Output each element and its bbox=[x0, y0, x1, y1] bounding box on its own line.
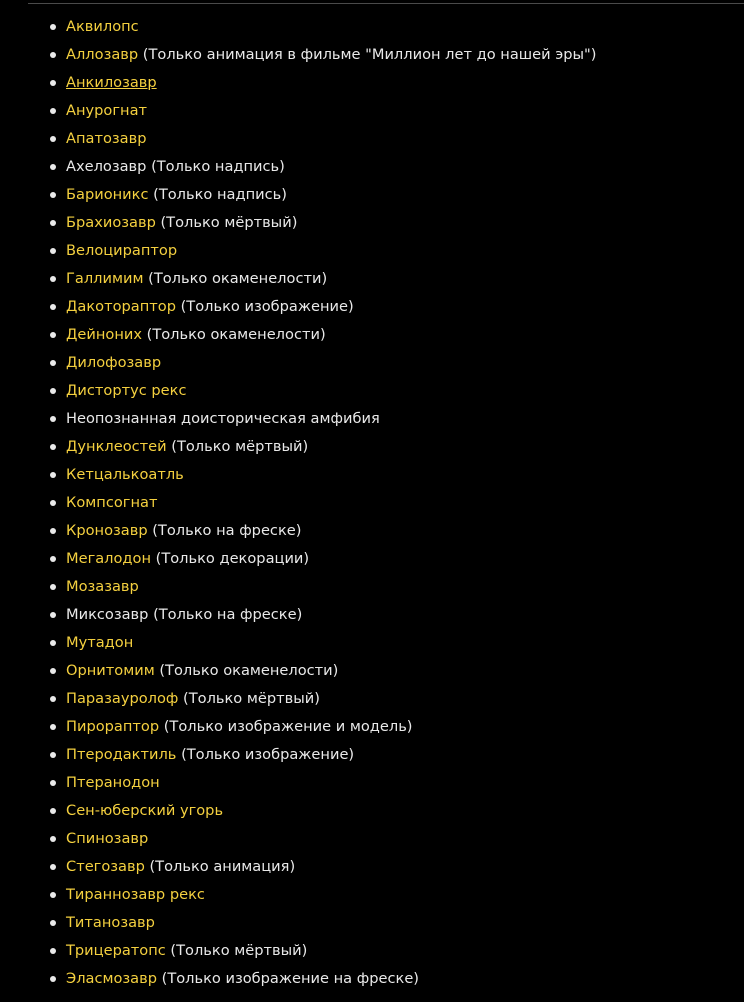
list-item bbox=[0, 573, 744, 601]
species-link[interactable]: Стегозавр bbox=[66, 858, 145, 875]
species-note: (Только мёртвый) bbox=[160, 214, 298, 231]
bullet-icon bbox=[50, 24, 56, 30]
list-item bbox=[0, 405, 744, 433]
species-link[interactable]: Брахиозавр bbox=[66, 214, 156, 231]
bullet-icon bbox=[50, 612, 56, 618]
species-note: (Только изображение) bbox=[180, 298, 354, 315]
list-item bbox=[0, 433, 744, 461]
species-link[interactable]: Паразауролоф bbox=[66, 690, 179, 707]
species-link[interactable]: Дейноних bbox=[66, 326, 142, 343]
bullet-icon bbox=[50, 500, 56, 506]
list-item bbox=[0, 13, 744, 41]
list-item bbox=[0, 489, 744, 517]
species-note: (Только анимация) bbox=[149, 858, 296, 875]
bullet-icon bbox=[50, 864, 56, 870]
species-link[interactable]: Анкилозавр bbox=[66, 74, 157, 91]
bullet-icon bbox=[50, 752, 56, 758]
list-item bbox=[0, 545, 744, 573]
species-list bbox=[0, 13, 744, 993]
species-note: (Только анимация в фильме "Миллион лет до нашей эры") bbox=[142, 46, 597, 63]
list-item bbox=[0, 769, 744, 797]
species-note: (Только мёртвый) bbox=[183, 690, 320, 707]
species-name: Миксозавр bbox=[66, 606, 149, 623]
list-item bbox=[0, 601, 744, 629]
species-link[interactable]: Птеродактиль bbox=[66, 746, 177, 763]
bullet-icon bbox=[50, 780, 56, 786]
species-link[interactable]: Кронозавр bbox=[66, 522, 148, 539]
species-link[interactable]: Велоцираптор bbox=[66, 242, 178, 259]
list-item bbox=[0, 517, 744, 545]
species-link[interactable]: Кетцалькоатль bbox=[66, 466, 184, 483]
bullet-icon bbox=[50, 640, 56, 646]
species-note: (Только окаменелости) bbox=[148, 270, 328, 287]
species-note: (Только надпись) bbox=[153, 186, 287, 203]
species-note: (Только на фреске) bbox=[152, 522, 302, 539]
list-item bbox=[0, 461, 744, 489]
list-item bbox=[0, 797, 744, 825]
species-link[interactable]: Мегалодон bbox=[66, 550, 151, 567]
list-item bbox=[0, 153, 744, 181]
bullet-icon bbox=[50, 892, 56, 898]
species-link[interactable]: Спинозавр bbox=[66, 830, 149, 847]
species-link[interactable]: Дилофозавр bbox=[66, 354, 162, 371]
list-item bbox=[0, 825, 744, 853]
species-note: (Только мёртвый) bbox=[170, 942, 308, 959]
bullet-icon bbox=[50, 696, 56, 702]
species-note: (Только декорации) bbox=[155, 550, 310, 567]
bullet-icon bbox=[50, 920, 56, 926]
list-item bbox=[0, 237, 744, 265]
species-note: (Только изображение) bbox=[181, 746, 355, 763]
list-item bbox=[0, 629, 744, 657]
species-link[interactable]: Апатозавр bbox=[66, 130, 147, 147]
species-link[interactable]: Галлимим bbox=[66, 270, 144, 287]
bullet-icon bbox=[50, 360, 56, 366]
species-link[interactable]: Барионикс bbox=[66, 186, 149, 203]
list-item bbox=[0, 853, 744, 881]
list-item bbox=[0, 657, 744, 685]
species-link[interactable]: Аллозавр bbox=[66, 46, 139, 63]
species-note: (Только изображение и модель) bbox=[163, 718, 413, 735]
bullet-icon bbox=[50, 444, 56, 450]
bullet-icon bbox=[50, 248, 56, 254]
list-item bbox=[0, 69, 744, 97]
species-note: (Только мёртвый) bbox=[171, 438, 309, 455]
bullet-icon bbox=[50, 192, 56, 198]
species-link[interactable]: Эласмозавр bbox=[66, 970, 157, 987]
bullet-icon bbox=[50, 276, 56, 282]
list-item bbox=[0, 965, 744, 993]
bullet-icon bbox=[50, 164, 56, 170]
top-divider bbox=[28, 3, 744, 4]
species-link[interactable]: Пирораптор bbox=[66, 718, 160, 735]
species-link[interactable]: Птеранодон bbox=[66, 774, 160, 791]
species-link[interactable]: Компсогнат bbox=[66, 494, 158, 511]
list-item bbox=[0, 685, 744, 713]
list-item bbox=[0, 41, 744, 69]
species-link[interactable]: Мутадон bbox=[66, 634, 134, 651]
bullet-icon bbox=[50, 724, 56, 730]
bullet-icon bbox=[50, 472, 56, 478]
bullet-icon bbox=[50, 836, 56, 842]
bullet-icon bbox=[50, 388, 56, 394]
list-item bbox=[0, 321, 744, 349]
species-link[interactable]: Мозазавр bbox=[66, 578, 139, 595]
list-item bbox=[0, 209, 744, 237]
bullet-icon bbox=[50, 528, 56, 534]
species-link[interactable]: Титанозавр bbox=[66, 914, 155, 931]
list-item bbox=[0, 97, 744, 125]
bullet-icon bbox=[50, 108, 56, 114]
species-link[interactable]: Аквилопс bbox=[66, 18, 139, 35]
bullet-icon bbox=[50, 332, 56, 338]
list-item bbox=[0, 349, 744, 377]
species-link[interactable]: Трицератопс bbox=[66, 942, 166, 959]
list-item bbox=[0, 909, 744, 937]
bullet-icon bbox=[50, 948, 56, 954]
species-note: (Только на фреске) bbox=[153, 606, 303, 623]
bullet-icon bbox=[50, 220, 56, 226]
list-item bbox=[0, 377, 744, 405]
species-link[interactable]: Орнитомим bbox=[66, 662, 155, 679]
species-link[interactable]: Дунклеостей bbox=[66, 438, 167, 455]
bullet-icon bbox=[50, 668, 56, 674]
bullet-icon bbox=[50, 556, 56, 562]
species-note: (Только окаменелости) bbox=[146, 326, 326, 343]
list-item bbox=[0, 713, 744, 741]
species-name: Ахелозавр bbox=[66, 158, 147, 175]
species-note: (Только надпись) bbox=[151, 158, 285, 175]
list-item bbox=[0, 741, 744, 769]
species-link[interactable]: Анурогнат bbox=[66, 102, 148, 119]
species-link[interactable]: Дистортус рекс bbox=[66, 382, 187, 399]
species-note: (Только изображение на фреске) bbox=[161, 970, 419, 987]
bullet-icon bbox=[50, 584, 56, 590]
bullet-icon bbox=[50, 808, 56, 814]
bullet-icon bbox=[50, 304, 56, 310]
species-link[interactable]: Дакотораптор bbox=[66, 298, 176, 315]
species-name: Неопознанная доисторическая амфибия bbox=[66, 410, 380, 427]
bullet-icon bbox=[50, 80, 56, 86]
bullet-icon bbox=[50, 52, 56, 58]
species-note: (Только окаменелости) bbox=[159, 662, 339, 679]
species-link[interactable]: Сен-юберский угорь bbox=[66, 802, 224, 819]
list-item bbox=[0, 937, 744, 965]
list-item bbox=[0, 265, 744, 293]
list-item bbox=[0, 293, 744, 321]
list-item bbox=[0, 881, 744, 909]
bullet-icon bbox=[50, 976, 56, 982]
bullet-icon bbox=[50, 136, 56, 142]
bullet-icon bbox=[50, 416, 56, 422]
list-item bbox=[0, 181, 744, 209]
list-item bbox=[0, 125, 744, 153]
species-link[interactable]: Тираннозавр рекс bbox=[66, 886, 205, 903]
